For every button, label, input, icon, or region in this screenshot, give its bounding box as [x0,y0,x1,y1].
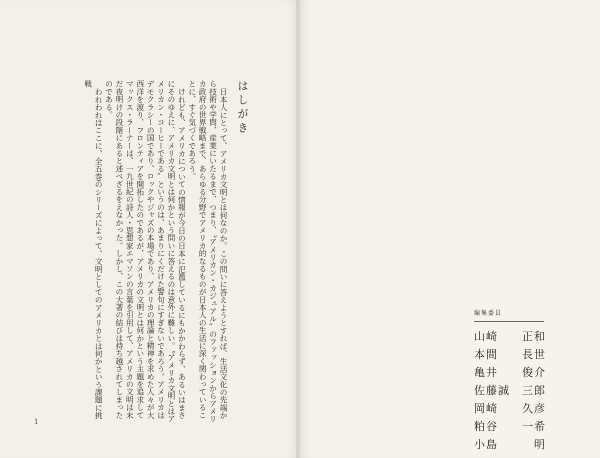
board-member [474,436,546,454]
preface-body [40,80,228,425]
member-surname: 本間 [474,347,498,361]
preface-paragraph: われわれはここに、全五巻のシリーズによって、文明としてのアメリカとは何かという課題に挑戦 [83,80,104,419]
board-member [474,364,546,382]
member-given-name: 明 [534,437,546,451]
member-surname: 佐藤誠 [474,383,510,397]
member-given-name: 正和 [522,329,546,343]
editorial-board [474,308,554,454]
page-number: 1 [34,418,39,426]
member-given-name: 三郎 [522,383,546,397]
board-member [474,346,546,364]
board-member [474,400,546,418]
member-surname: 亀井 [474,365,498,379]
right-page [300,0,600,458]
member-surname: 粕谷 [474,419,498,433]
member-given-name: 一希 [522,419,546,433]
board-member [474,418,546,436]
member-given-name: 長世 [522,347,546,361]
member-surname: 山崎 [474,329,498,343]
editorial-board-heading: 編集委員 [474,310,503,317]
preface-title: はしがき [236,80,249,136]
member-surname: 小島 [474,437,498,451]
member-given-name: 久彦 [522,401,546,415]
board-member [474,328,546,346]
divider [474,321,544,322]
board-member [474,382,546,400]
editorial-board-list [474,328,554,454]
preface-paragraph: 日本人にとって、アメリカ文明とは何なのか。この問いに答えようとすれば、生活文化の先端から技術や学問、産業にいたるまで、つまり、〝アメリカン・カジュアル〟のファッションからアメリカ政府の世界戦略まで、あらゆる分野でアメリカ的なるものが日本人の生活に深く関わっていることに、すぐ気づくであろう。 [187,80,228,423]
preface-paragraph: けれども、アメリカについての情報が今日の日本に氾濫しているにもかかわらず、あるいはまさにそのゆえに、アメリカ文明とは何かという問いに答えるのは意外に難しい。〝アメリカ文明とはアメリカン・コーヒーである〟というのは、あまりにくだけた警句にすぎないであろう。アメリカはデモクラシーの国であり、ロックやジャズの本場であり、アメリカの理論と精神を求めた人々が大西洋を渡り、フロンティアを開拓したのであるが、アメリカの文明とは何かという主題を追求してマックス・ラーナーは、一九世紀の詩人・思想家エマソンの言葉を引用して、アメリカの文明は未だ夜明けの段階にあると述べざるをえなかった。しかし、この大著の結びは持ち越されてしまったのである。 [104,80,187,423]
member-surname: 岡崎 [474,401,498,415]
member-given-name: 俊介 [522,365,546,379]
